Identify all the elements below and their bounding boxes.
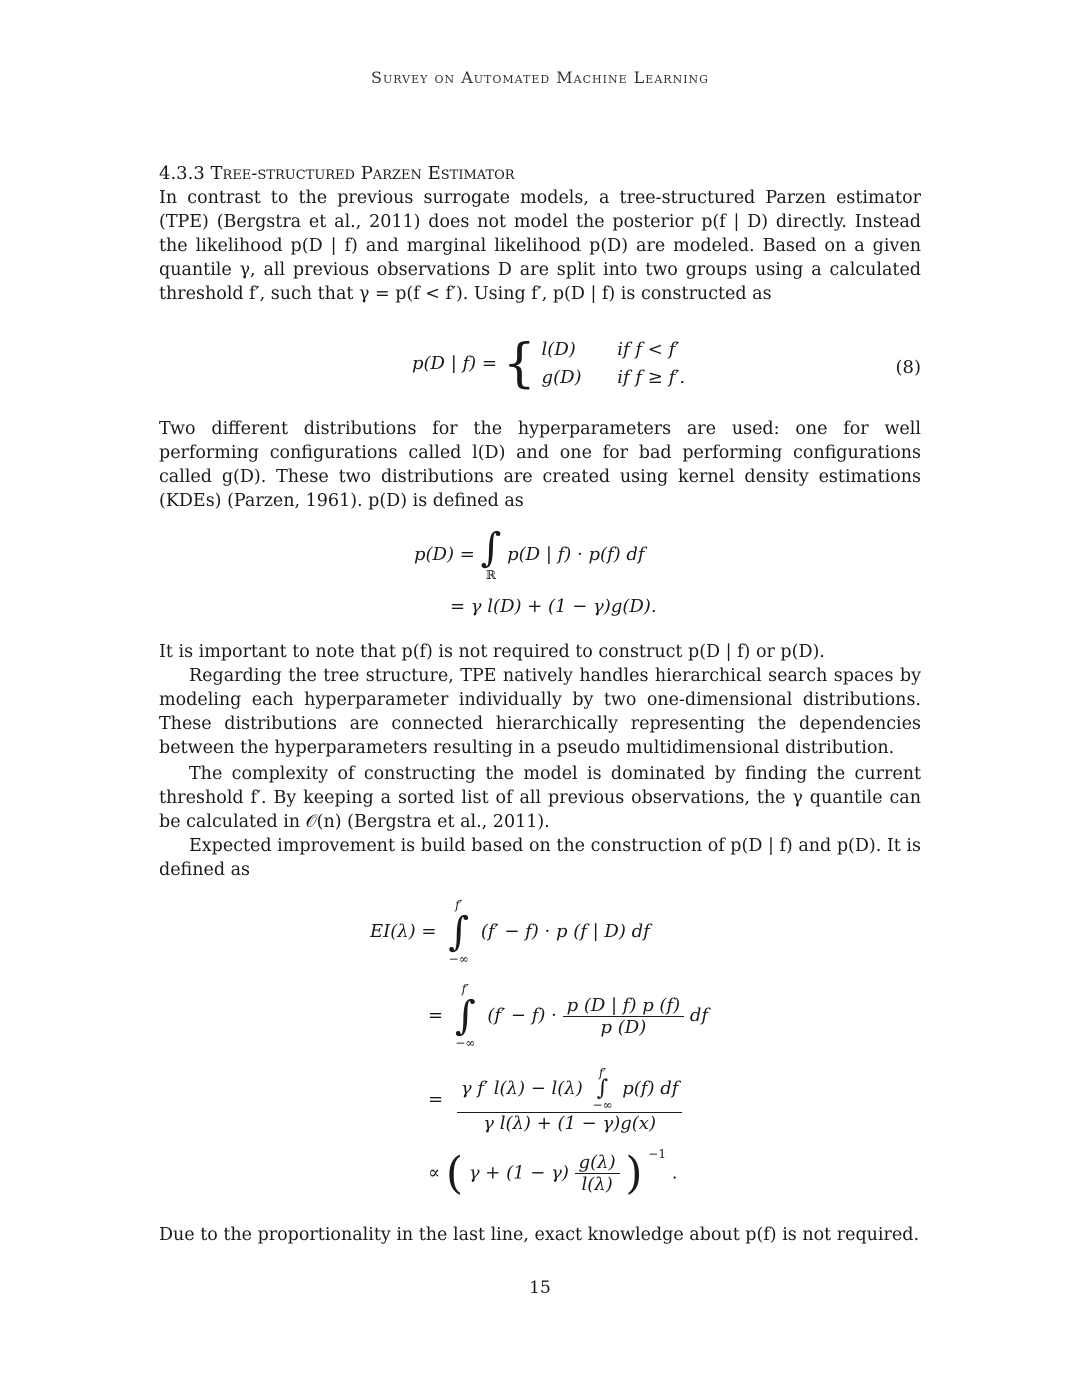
- ei-line3-num-a: γ f′ l(λ) − l(λ): [460, 1078, 583, 1099]
- pd-lhs: p(D) =: [414, 544, 475, 565]
- ei-line4-numerator: g(λ): [575, 1152, 620, 1174]
- eq8-brace: {: [502, 334, 536, 394]
- ei-line3-fraction: [457, 1066, 683, 1134]
- ei-line4-body: γ + (1 − γ): [468, 1162, 569, 1184]
- ei-line3-num-b: p(f) df: [622, 1078, 679, 1099]
- ei-line2-fraction: [563, 995, 685, 1038]
- ei-line1-integrand: (f′ − f) · p (f | D) df: [480, 921, 650, 942]
- ei-lower-limit: −∞: [448, 952, 469, 966]
- equation-number-8: (8): [895, 357, 921, 378]
- ei-integral-3-lower: −∞: [592, 1098, 613, 1112]
- ei-line4-period: .: [671, 1162, 678, 1184]
- ei-line2-eq: =: [428, 1005, 444, 1026]
- integral-sign: ∫ ℝ: [480, 525, 502, 582]
- paragraph-distributions: Two different distributions for the hyperparameters are used: one for well performing configurations called l(D) and one for bad performing configurations called g(D). These two distributions are created using kernel density estimations (KDEs) (Parzen, 1961). p(D) is defined as: [159, 419, 921, 511]
- ei-lhs: EI(λ) =: [370, 921, 437, 942]
- pd-line2: = γ l(D) + (1 − γ)g(D).: [450, 596, 657, 617]
- equation-pd: [414, 525, 645, 582]
- pd-lower-limit: ℝ: [485, 568, 496, 582]
- paragraph-ei-intro: Expected improvement is build based on the construction of p(D | f) and p(D). It is defined as: [159, 836, 921, 880]
- ei-line1: [370, 898, 650, 966]
- paragraph-note-pf: It is important to note that p(f) is not required to construct p(D | f) or p(D).: [159, 642, 825, 662]
- eq8-case2-cond: if f ≥ f′.: [617, 367, 686, 388]
- ei-line4-right-paren: ): [625, 1148, 643, 1199]
- ei-upper-limit: f′: [455, 898, 463, 912]
- ei-line3-denominator: γ l(λ) + (1 − γ)g(x): [483, 1113, 656, 1134]
- ei-line3-numerator: [457, 1066, 683, 1113]
- running-head: Survey on Automated Machine Learning: [371, 68, 709, 87]
- section-title: 4.3.3 Tree-structured Parzen Estimator: [159, 163, 515, 184]
- ei-line4: [428, 1148, 677, 1199]
- ei-line4-proportional: ∝: [428, 1162, 441, 1184]
- ei-line2-denominator: p (D): [600, 1016, 647, 1038]
- ei-line3-eq: =: [428, 1089, 444, 1110]
- paragraph-conclusion: Due to the proportionality in the last line, exact knowledge about p(f) is not required.: [159, 1225, 920, 1245]
- eq8-lhs: p(D | f) =: [412, 353, 497, 374]
- ei-line3: [428, 1066, 682, 1134]
- pd-integrand: p(D | f) · p(f) df: [507, 544, 645, 565]
- ei-line2: [428, 982, 708, 1050]
- ei-integral-3-upper: f′: [598, 1066, 607, 1080]
- ei-line2-post: df: [689, 1005, 709, 1026]
- eq8-cases: [542, 336, 686, 392]
- paragraph-tree-structure: Regarding the tree structure, TPE natively handles hierarchical search spaces by modeling each hyperparameter individually by two one-dimensional distributions. These distributions are connected hierarchically representing the dependencies between the hyperparameters resulting in a pseudo multidimensional distribution.: [159, 666, 921, 758]
- eq8-case2-value: g(D): [541, 367, 582, 388]
- ei-line2-pre: (f′ − f) ·: [487, 1005, 557, 1026]
- paragraph-tpe-intro: In contrast to the previous surrogate models, a tree-structured Parzen estimator (TPE) (Bergstra et al., 2011) does not model the posterior p(f | D) directly. Instead the likelihood p(D | f) and marginal likelihood p(D) are modeled. Based on a given quantile γ, all previous observations D are split into two groups using a calculated threshold f′, such that γ = p(f < f′). Using f′, p(D | f) is constructed as: [159, 188, 921, 304]
- ei-integral-3: f′ ∫ −∞: [592, 1066, 613, 1112]
- ei-line4-fraction: [575, 1152, 620, 1195]
- eq8-case1-value: l(D): [541, 339, 576, 360]
- eq8-case1-cond: if f < f′: [617, 339, 680, 360]
- ei-line4-denominator: l(λ): [581, 1174, 613, 1195]
- ei-integral-2-lower: −∞: [455, 1036, 476, 1050]
- paragraph-complexity: The complexity of constructing the model is dominated by finding the current threshold f′. By keeping a sorted list of all previous observations, the γ quantile can be calculated in 𝒪(n) (Bergstra et al., 2011).: [159, 764, 921, 832]
- ei-integral-2: f′ ∫ −∞: [454, 982, 476, 1050]
- ei-integral-2-upper: f′: [461, 982, 469, 996]
- ei-line4-exponent: −1: [648, 1146, 666, 1161]
- equation-8: [412, 336, 685, 392]
- page-number: 15: [529, 1278, 551, 1298]
- ei-line2-numerator: p (D | f) p (f): [563, 995, 685, 1017]
- ei-line4-left-paren: (: [445, 1148, 464, 1199]
- ei-integral-1: f′ ∫ −∞: [448, 898, 470, 966]
